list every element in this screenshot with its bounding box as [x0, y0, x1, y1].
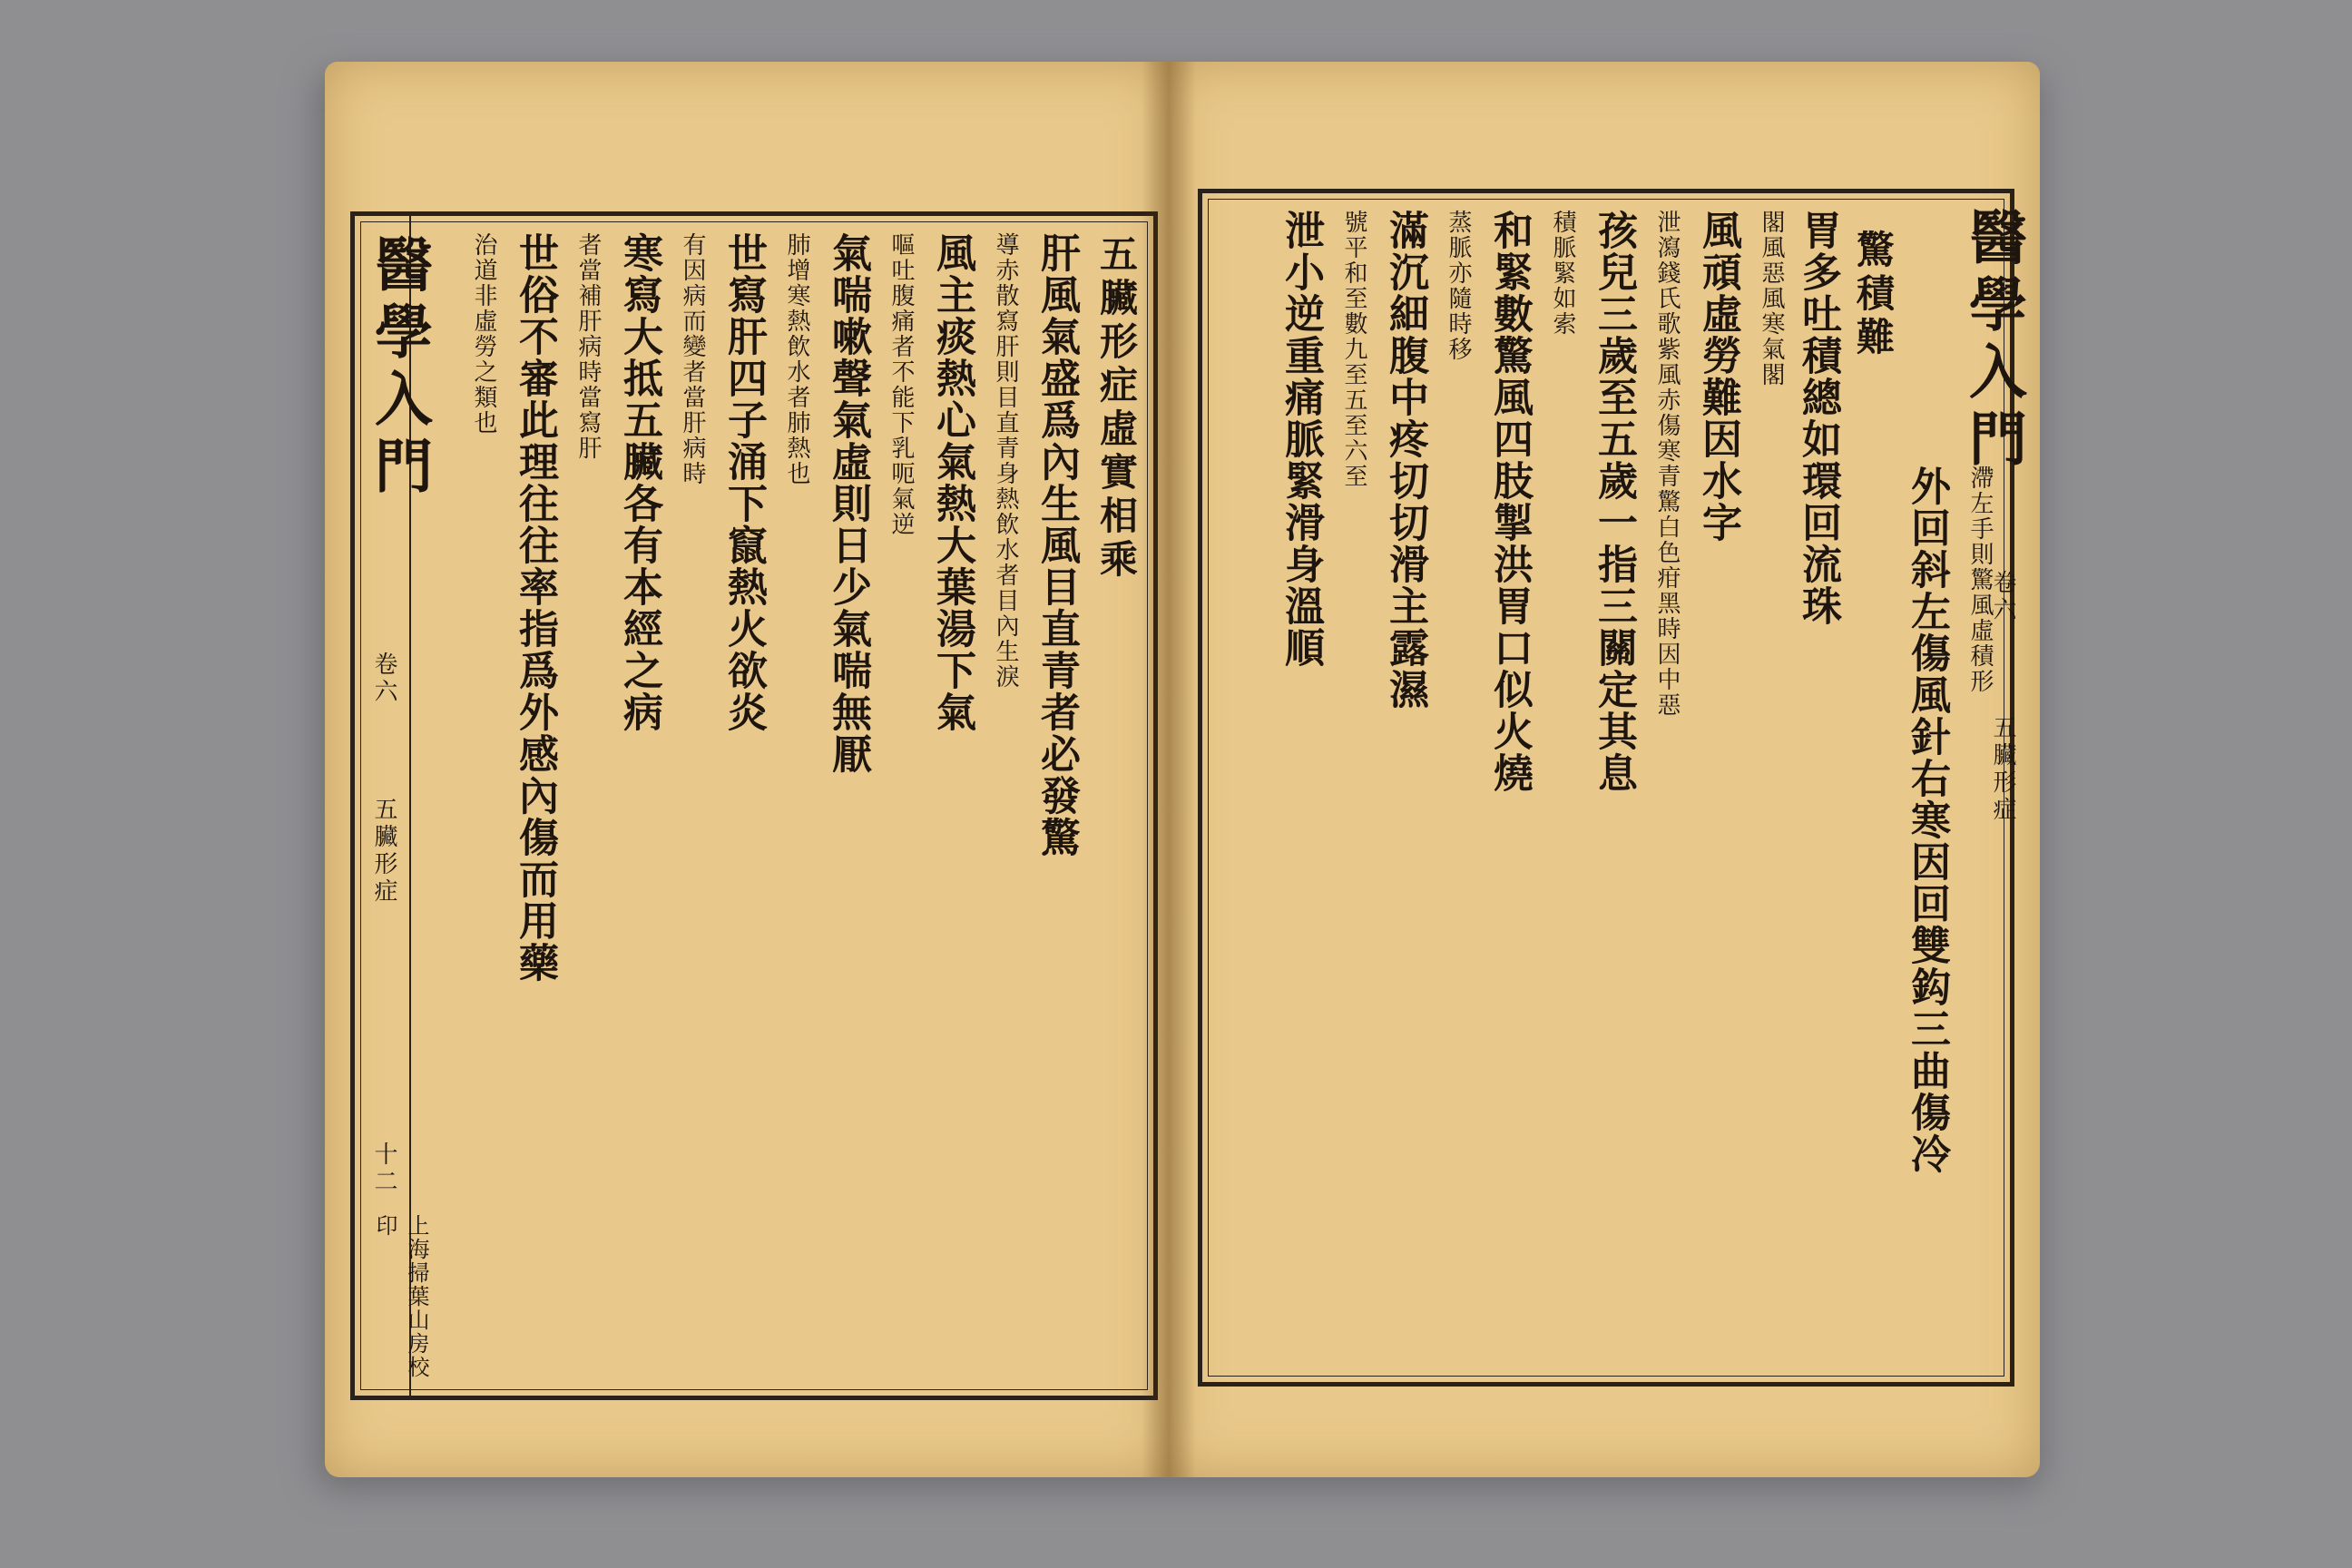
text-column: 世俗不審此理往往率指爲外感內傷而用藥: [512, 232, 558, 984]
text-column: 孩兒三歲至五歲一指三關定其息: [1591, 210, 1637, 794]
section-label: 五臟形症: [370, 797, 397, 906]
text-column: 外回斜左傷風針右寒因回雙鈎三曲傷冷: [1904, 466, 1950, 1175]
right-margin-volume: 卷六: [1989, 570, 2016, 624]
text-column: 滿沉細腹中疼切切滑主露濕: [1382, 210, 1428, 710]
page-number: 十二: [370, 1142, 397, 1196]
text-column: 滯左手則驚風虛積形: [1966, 466, 1994, 694]
right-margin-section: 五臟形症: [1989, 715, 2016, 824]
text-column: 嘔吐腹痛者不能下乳呃氣逆: [887, 232, 915, 537]
text-column: 治道非虛勞之類也: [470, 232, 497, 436]
book-title: 醫學入門: [365, 234, 433, 503]
text-column: 世寫肝四子涌下竄熱火欲炎: [720, 232, 767, 733]
center-fold-column: [355, 216, 433, 1396]
text-column: 寒寫大抵五臟各有本經之病: [616, 232, 662, 733]
publisher-imprint: 上海掃葉山房校印: [372, 1214, 429, 1379]
text-column: 者當補肝病時當寫肝: [574, 232, 602, 461]
left-page-heading: 五臟形症虛實相乘: [1094, 234, 1139, 583]
text-column: 風頑虛勞難因水字: [1695, 210, 1741, 544]
text-column: 氣喘嗽聲氣虛則日少氣喘無厭: [825, 232, 871, 775]
left-page-border: [350, 211, 1158, 1400]
text-column: 肺增寒熱飲水者肺熱也: [783, 232, 810, 486]
text-column: 號平和至數九至五至六至: [1340, 210, 1367, 489]
right-page-border: [1198, 189, 2014, 1387]
text-column: 蒸脈亦隨時移: [1445, 210, 1472, 362]
text-column: 積脈緊如索: [1549, 210, 1576, 337]
right-margin-book-title: 醫學入門: [1959, 207, 2027, 475]
open-book: [325, 62, 2040, 1477]
text-column: 導赤散寫肝則目直青身熱飲水者目內生淚: [992, 232, 1019, 690]
text-column: 風主痰熱心氣熱大葉湯下氣: [929, 232, 975, 733]
volume-label: 卷六: [370, 652, 397, 706]
text-column: 胃多吐積總如環回流珠: [1795, 210, 1841, 627]
text-column: 泄小逆重痛脈緊滑身溫順: [1278, 210, 1324, 669]
right-page: [1169, 62, 2040, 1477]
text-column: 和緊數驚風四肢掣洪胃口似火燒: [1486, 210, 1533, 794]
text-column: 有因病而變者當肝病時: [679, 232, 706, 486]
text-column: 肝風氣盛爲內生風目直青者必發驚: [1034, 232, 1080, 858]
right-page-heading: 驚積難: [1851, 230, 1896, 360]
text-column: 閣風惡風寒氣閣: [1758, 210, 1785, 387]
left-page: [325, 62, 1169, 1477]
book-gutter: [1142, 62, 1196, 1477]
text-column: 泄瀉錢氏歌紫風赤傷寒青驚白色疳黑時因中惡: [1653, 210, 1681, 718]
